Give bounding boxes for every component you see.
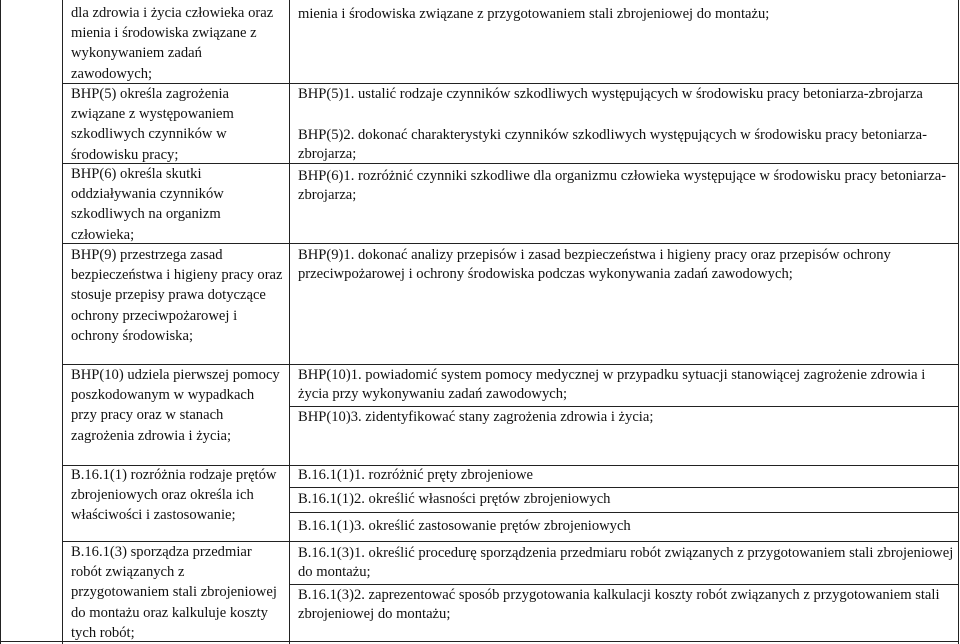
table-column-divider <box>62 0 63 644</box>
criterion-b16-1-3-1: B.16.1(3)1. określić procedurę sporządzenia przedmiaru robót związanych z przygotowaniem stali zbrojeniowej do montażu; <box>298 545 954 580</box>
criterion-b16-1-3-2: B.16.1(3)2. zaprezentować sposób przygotowania kalkulacji koszty robót związanych z przygotowaniem stali zbrojeniowej do montażu; <box>298 587 940 622</box>
criterion-text: mienia i środowiska związane z przygotowaniem stali zbrojeniowej do montażu; <box>298 6 770 22</box>
cell-divider <box>289 584 958 585</box>
cell-divider <box>289 406 958 407</box>
cell-divider <box>289 487 958 488</box>
criterion-bhp5-1: BHP(5)1. ustalić rodzaje czynników szkodliwych występujących w środowisku pracy betoniarza-zbrojarza <box>298 86 923 102</box>
table-right-border <box>958 0 959 644</box>
criterion-bhp6-1: BHP(6)1. rozróżnić czynniki szkodliwe dla organizmu człowieka występujące w środowisku pracy betoniarza-zbrojarza; <box>298 168 947 203</box>
effect-cell-b16-1-3: B.16.1(3) sporządza przedmiar robót związanych z przygotowaniem stali zbrojeniowej do montażu oraz kalkuluje koszty tych robót; <box>71 544 277 641</box>
table-left-border <box>0 0 1 644</box>
effect-cell-bhp9: BHP(9) przestrzega zasad bezpieczeństwa i higieny pracy oraz stosuje przepisy prawa dotyczące ochrony przeciwpożarowej i ochrony środowiska; <box>71 247 283 344</box>
effect-cell-bhp5: BHP(5) określa zagrożenia związane z występowaniem szkodliwych czynników w środowisku pracy; <box>71 86 234 163</box>
table-column-divider <box>289 0 290 644</box>
criterion-b16-1-1-2: B.16.1(1)2. określić własności prętów zbrojeniowych <box>298 491 611 507</box>
cell-divider <box>289 512 958 513</box>
criterion-b16-1-1-3: B.16.1(1)3. określić zastosowanie prętów zbrojeniowych <box>298 518 631 534</box>
effect-cell-bhp6: BHP(6) określa skutki oddziaływania czynników szkodliwych na organizm człowieka; <box>71 166 224 243</box>
effect-cell-hazards-health: dla zdrowia i życia człowieka oraz mienia i środowiska związane z wykonywaniem zadań zawodowych; <box>71 5 274 82</box>
effect-cell-b16-1-1: B.16.1(1) rozróżnia rodzaje prętów zbrojeniowych oraz określa ich właściwości i zastosowanie; <box>71 467 277 524</box>
effect-cell-bhp10: BHP(10) udziela pierwszej pomocy poszkodowanym w wypadkach przy pracy oraz w stanach zagrożenia zdrowia i życia; <box>71 367 280 444</box>
criterion-bhp10-1: BHP(10)1. powiadomić system pomocy medycznej w przypadku sytuacji stanowiącej zagrożenie zdrowia i życia przy wykonywaniu zadań zawodowych; <box>298 367 926 402</box>
criterion-bhp5-2: BHP(5)2. dokonać charakterystyki czynników szkodliwych występujących w środowisku pracy betoniarza- zbrojarza; <box>298 127 927 162</box>
criterion-bhp10-3: BHP(10)3. zidentyfikować stany zagrożenia zdrowia i życia; <box>298 409 654 425</box>
criterion-bhp9-1: BHP(9)1. dokonać analizy przepisów i zasad bezpieczeństwa i higieny pracy oraz przepisów ochrony przeciwpożarowej i ochrony środowiska podczas wykonywania zadań zawodowych; <box>298 247 891 282</box>
criterion-b16-1-1-1: B.16.1(1)1. rozróżnić pręty zbrojeniowe <box>298 467 534 483</box>
